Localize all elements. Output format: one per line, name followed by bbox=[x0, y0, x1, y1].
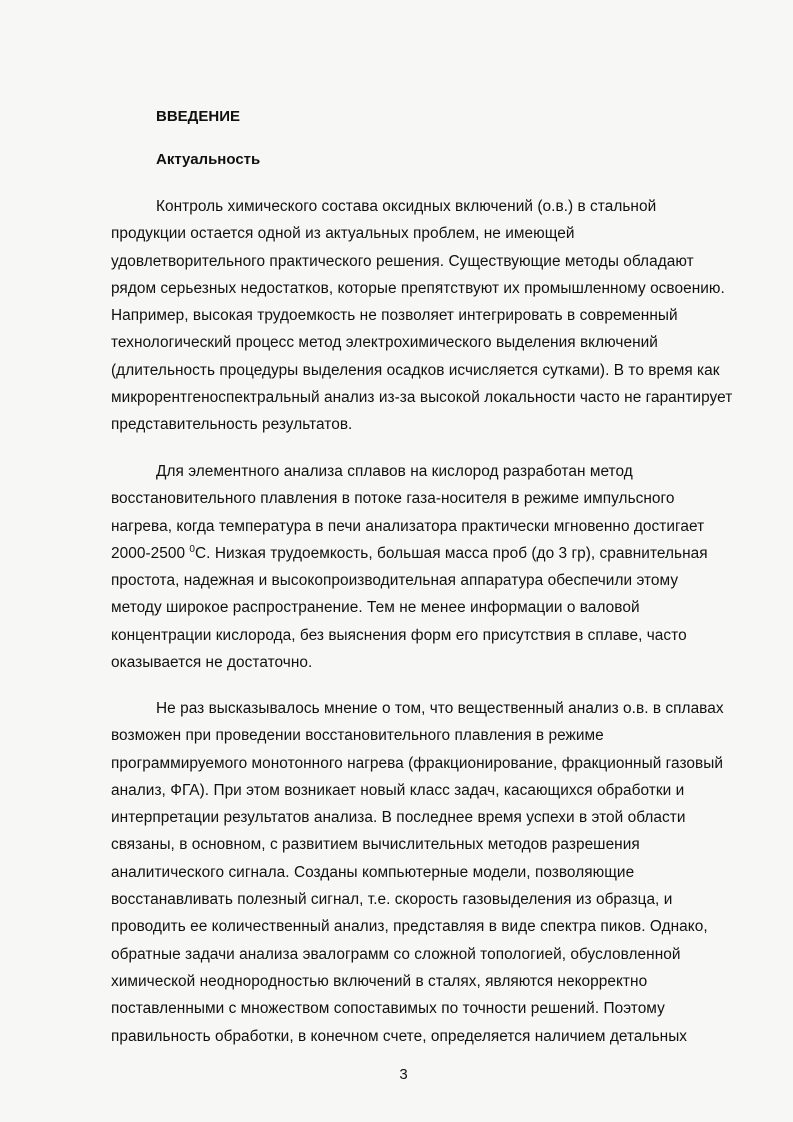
paragraph-line: связаны, в основном, с развитием вычислительных методов разрешения bbox=[111, 836, 640, 854]
paragraph-line: анализ, ФГА). При этом возникает новый класс задач, касающихся обработки и bbox=[111, 781, 685, 799]
paragraph-line: химической неоднородностью включений в сталях, являются некорректно bbox=[111, 972, 648, 990]
paragraph-line: возможен при проведении восстановительного плавления в режиме bbox=[111, 727, 604, 745]
paragraph-oxide-inclusions-control bbox=[111, 193, 751, 439]
paragraph-line: (длительность процедуры выделения осадков исчисляется сутками). В то время как bbox=[111, 361, 720, 379]
paragraph-line: концентрации кислорода, без выяснения форм его присутствия в сплаве, часто bbox=[111, 626, 687, 644]
paragraph-line: аналитического сигнала. Созданы компьютерные модели, позволяющие bbox=[111, 863, 635, 881]
paragraph-line: обратные задачи анализа эвалограмм со сложной топологией, обусловленной bbox=[111, 945, 681, 963]
paragraph-line: нагрева, когда температура в печи анализатора практически мгновенно достигает bbox=[111, 517, 705, 535]
paragraph-fractional-gas-analysis bbox=[111, 695, 751, 1050]
section-heading-introduction: ВВЕДЕНИЕ bbox=[156, 108, 240, 125]
paragraph-line: технологический процесс метод электрохимического выделения включений bbox=[111, 334, 658, 352]
paragraph-line: восстановительного плавления в потоке газа-носителя в режиме импульсного bbox=[111, 490, 675, 508]
paragraph-line: восстанавливать полезный сигнал, т.е. скорость газовыделения из образца, и bbox=[111, 891, 673, 909]
degree-superscript: 0 bbox=[189, 543, 196, 555]
paragraph-line: Контроль химического состава оксидных включений (о.в.) в стальной bbox=[156, 198, 657, 215]
paragraph-line: Для элементного анализа сплавов на кислород разработан метод bbox=[156, 463, 633, 480]
paragraph-line: оказывается не достаточно. bbox=[111, 654, 313, 672]
page-number: 3 bbox=[399, 1066, 408, 1083]
paragraph-line: простота, надежная и высокопроизводительная аппаратура обеспечили этому bbox=[111, 572, 679, 590]
subsection-heading-relevance: Актуальность bbox=[156, 151, 261, 168]
paragraph-line: микрорентгеноспектральный анализ из-за высокой локальности часто не гарантирует bbox=[111, 389, 733, 407]
temperature-range: 2000-2500 bbox=[111, 544, 190, 562]
paragraph-line: правильность обработки, в конечном счете, определяется наличием детальных bbox=[111, 1027, 688, 1045]
paragraph-line: удовлетворительного практического решения. Существующие методы обладают bbox=[111, 252, 694, 270]
paragraph-line: Не раз высказывалось мнение о том, что вещественный анализ о.в. в сплавах bbox=[156, 700, 724, 717]
paragraph-line: продукции остается одной из актуальных проблем, не имеющей bbox=[111, 225, 575, 243]
paragraph-line: интерпретации результатов анализа. В последнее время успехи в этой области bbox=[111, 809, 686, 827]
paragraph-line: программируемого монотонного нагрева (фракционирование, фракционный газовый bbox=[111, 754, 723, 772]
paragraph-line: методу широкое распространение. Тем не менее информации о валовой bbox=[111, 599, 640, 617]
paragraph-line: поставленными с множеством сопоставимых по точности решений. Поэтому bbox=[111, 1000, 665, 1018]
paragraph-line: проводить ее количественный анализ, представляя в виде спектра пиков. Однако, bbox=[111, 918, 708, 936]
paragraph-line: рядом серьезных недостатков, которые препятствуют их промышленному освоению. bbox=[111, 279, 725, 297]
temperature-line-rest: С. Низкая трудоемкость, большая масса проб (до 3 гр), сравнительная bbox=[195, 544, 708, 562]
paragraph-line: представительность результатов. bbox=[111, 416, 353, 434]
paragraph-line-temperature bbox=[111, 540, 751, 567]
paragraph-line: Например, высокая трудоемкость не позволяет интегрировать в современный bbox=[111, 307, 678, 325]
paragraph-reduction-melting-method bbox=[111, 458, 751, 676]
